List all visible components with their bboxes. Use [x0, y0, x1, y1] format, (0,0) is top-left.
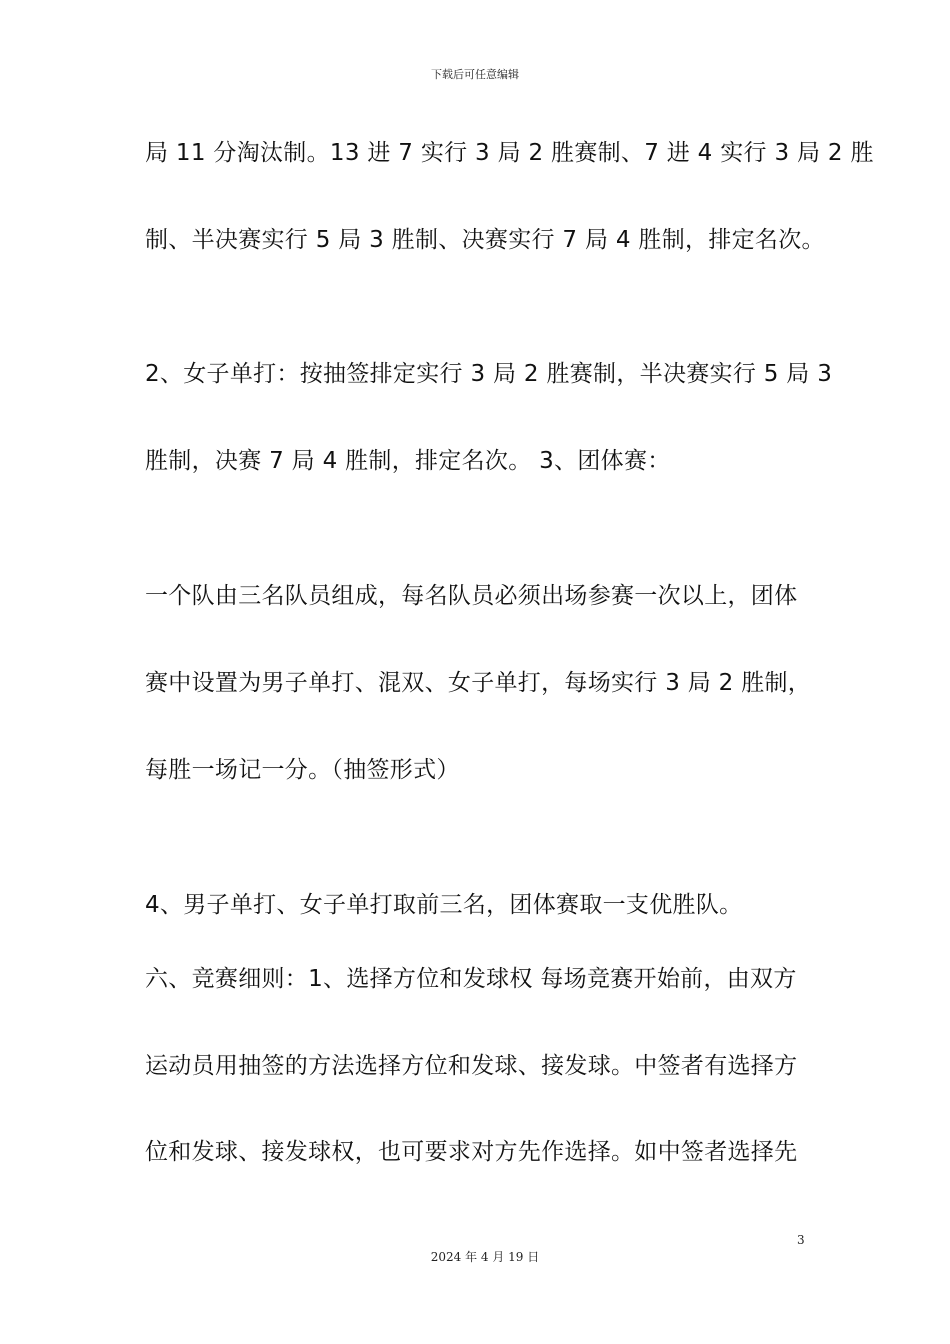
- body-line: 4、男子单打、女子单打取前三名，团体赛取一支优胜队。: [145, 892, 743, 918]
- body-line: 每胜一场记一分。（抽签形式）: [145, 757, 460, 783]
- body-line: 制、半决赛实行 5 局 3 胜制、决赛实行 7 局 4 胜制，排定名次。: [145, 227, 825, 253]
- body-line: 六、竞赛细则：1、选择方位和发球权 每场竞赛开始前，由双方: [145, 966, 797, 992]
- page-header: 下载后可任意编辑: [431, 68, 519, 81]
- body-line: 局 11 分淘汰制。13 进 7 实行 3 局 2 胜赛制、7 进 4 实行 3 局 2 胜: [145, 140, 874, 166]
- body-line: 胜制，决赛 7 局 4 胜制，排定名次。 3、团体赛：: [145, 448, 671, 474]
- body-line: 运动员用抽签的方法选择方位和发球、接发球。中签者有选择方: [145, 1053, 798, 1079]
- footer-date: 2024 年 4 月 19 日: [430, 1250, 540, 1264]
- page-number: 3: [797, 1233, 805, 1247]
- body-line: 赛中设置为男子单打、混双、女子单打，每场实行 3 局 2 胜制，: [145, 670, 812, 696]
- body-line: 2、女子单打：按抽签排定实行 3 局 2 胜赛制，半决赛实行 5 局 3: [145, 361, 833, 387]
- body-line: 位和发球、接发球权，也可要求对方先作选择。如中签者选择先: [145, 1139, 798, 1165]
- body-line: 一个队由三名队员组成，每名队员必须出场参赛一次以上，团体: [145, 583, 798, 609]
